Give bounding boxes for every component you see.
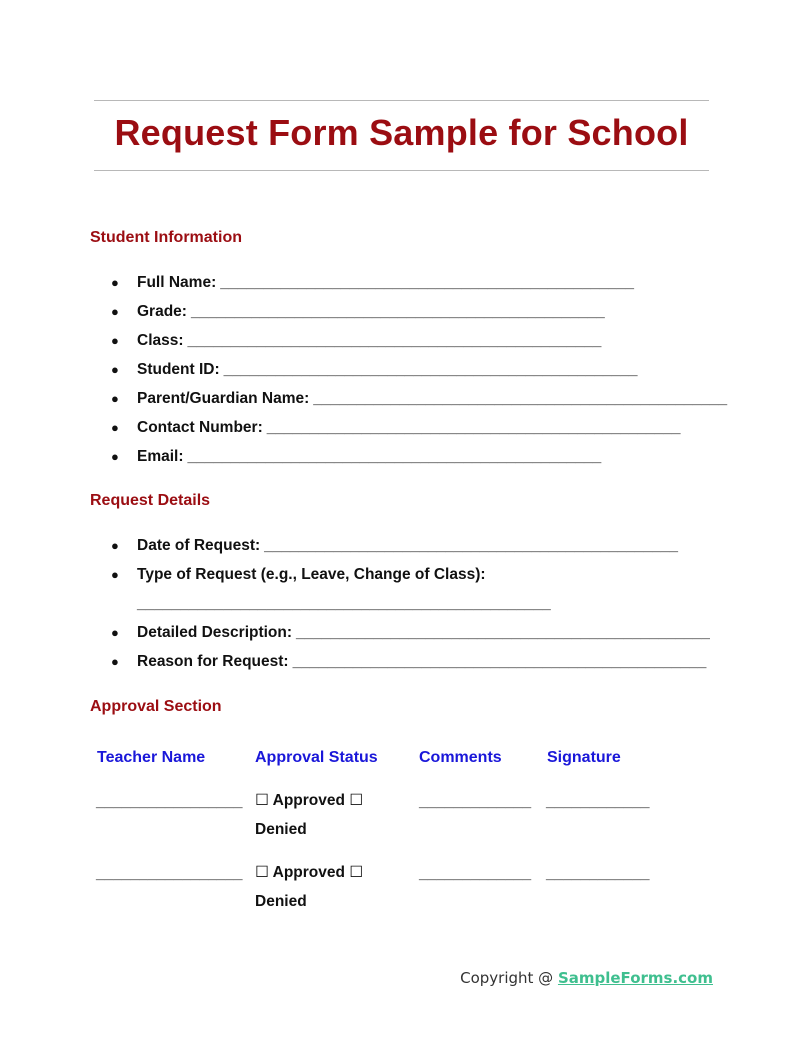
approval-status-cell[interactable]: ☐ Approved ☐ Denied [255,792,364,838]
signature-cell[interactable]: ____________ [546,793,650,810]
bullet-icon: ● [111,538,119,553]
title-bottom-rule [94,170,709,171]
bullet-icon: ● [111,391,119,406]
field-label: Grade: [137,303,187,320]
bullet-icon: ● [111,567,119,582]
bullet-icon: ● [111,654,119,669]
request-details-heading: Request Details [90,492,211,509]
bullet-icon: ● [111,304,119,319]
column-header-teacher-name: Teacher Name [97,749,206,766]
bullet-icon: ● [111,275,119,290]
bullet-icon: ● [111,449,119,464]
reason-for-request-blank[interactable]: ________________________________________________ [292,653,707,670]
approval-status-cell[interactable]: ☐ Approved ☐ Denied [255,864,364,910]
comments-cell[interactable]: _____________ [419,793,532,810]
field-label: Detailed Description: [137,624,293,641]
field-label: Contact Number: [137,419,263,436]
column-header-approval-status: Approval Status [255,749,378,766]
page-title: Request Form Sample for School [114,112,689,153]
column-header-signature: Signature [547,749,621,766]
bullet-icon: ● [111,362,119,377]
teacher-name-cell[interactable]: _________________ [96,793,243,810]
bullet-icon: ● [111,333,119,348]
bullet-icon: ● [111,625,119,640]
title-top-rule [94,100,709,101]
student-information-heading: Student Information [90,229,242,246]
bullet-icon: ● [111,420,119,435]
date-of-request-blank[interactable]: ________________________________________________ [264,537,678,554]
email-blank[interactable]: ________________________________________________ [187,448,602,465]
detailed-description-blank[interactable]: ________________________________________________ [296,624,710,641]
field-label: Type of Request (e.g., Leave, Change of Class): [137,566,486,583]
field-label: Parent/Guardian Name: [137,390,310,407]
copyright-footer [460,969,713,987]
field-label: Email: [137,448,184,465]
parent-guardian-name-blank[interactable]: ________________________________________________ [313,390,728,407]
approval-section-heading: Approval Section [90,698,222,715]
column-header-comments: Comments [419,749,502,766]
grade-blank[interactable]: ________________________________________________ [190,303,605,320]
type-of-request-blank[interactable]: ________________________________________________ [137,595,551,612]
student-id-blank[interactable]: ________________________________________________ [223,361,638,378]
class-blank[interactable]: ________________________________________________ [187,332,602,349]
copyright-prefix: Copyright @ [460,969,558,987]
sampleforms-link[interactable]: SampleForms.com [557,969,713,987]
field-label: Class: [137,332,184,349]
field-label: Date of Request: [137,537,261,554]
field-label: Full Name: [137,274,217,291]
field-label: Student ID: [137,361,220,378]
comments-cell[interactable]: _____________ [419,865,532,882]
full-name-blank[interactable]: ________________________________________________ [220,274,635,291]
signature-cell[interactable]: ____________ [546,865,650,882]
field-label: Reason for Request: [137,653,289,670]
contact-number-blank[interactable]: ________________________________________________ [266,419,681,436]
teacher-name-cell[interactable]: _________________ [96,865,243,882]
